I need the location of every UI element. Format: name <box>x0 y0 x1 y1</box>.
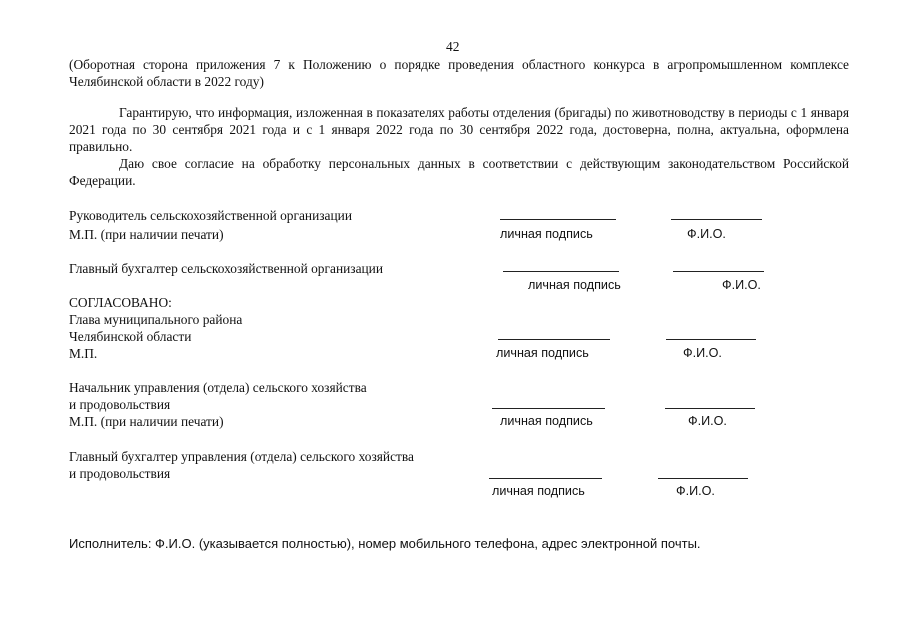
approved-signature-line <box>498 339 610 340</box>
agri-dept-accountant-signature-label: личная подпись <box>492 484 585 498</box>
head-fio-line <box>671 219 762 220</box>
executor-note: Исполнитель: Ф.И.О. (указывается полностью), номер мобильного телефона, адрес электронной почты. <box>69 536 701 551</box>
agri-dept-accountant-title-cont: и продовольствия <box>69 466 171 481</box>
head-signature-line <box>500 219 616 220</box>
agri-dept-accountant-signature-line <box>489 478 602 479</box>
agri-dept-head-stamp-note: М.П. (при наличии печати) <box>69 414 224 429</box>
agri-dept-head-signature-line <box>492 408 605 409</box>
head-stamp-note: М.П. (при наличии печати) <box>69 227 224 242</box>
approved-heading: СОГЛАСОВАНО: <box>69 295 172 310</box>
approved-signature-label: личная подпись <box>496 346 589 360</box>
approved-title: Глава муниципального района <box>69 312 243 327</box>
agri-dept-head-title-cont: и продовольствия <box>69 397 171 412</box>
guarantee-paragraph: Гарантирую, что информация, изложенная в показателях работы отделения (бригады) по животноводству в периоды с 1 января 2021 года по 30 сентября 2021 года и с 1 января 2022 года по 30 сентября 2022 года, достоверна, полна, актуальна, оформлена правильно. <box>69 105 849 154</box>
agri-dept-accountant-fio-label: Ф.И.О. <box>676 484 715 498</box>
consent-paragraph: Даю свое согласие на обработку персональных данных в соответствии с действующим законодательством Российской Федерации. <box>69 156 849 188</box>
header-note: (Оборотная сторона приложения 7 к Положению о порядке проведения областного конкурса в агропромышленном комплексе Челябинской области в 2022 году) <box>69 57 849 89</box>
approved-fio-line <box>666 339 756 340</box>
agri-dept-head-title: Начальник управления (отдела) сельского хозяйства <box>69 380 367 395</box>
head-title: Руководитель сельскохозяйственной организации <box>69 208 352 223</box>
agri-dept-head-fio-line <box>665 408 755 409</box>
chief-accountant-fio-line <box>673 271 764 272</box>
chief-accountant-signature-label: личная подпись <box>528 278 621 292</box>
head-fio-label: Ф.И.О. <box>687 227 726 241</box>
page-number: 42 <box>446 39 460 54</box>
approved-stamp-note: М.П. <box>69 346 98 361</box>
agri-dept-accountant-fio-line <box>658 478 748 479</box>
agri-dept-accountant-title: Главный бухгалтер управления (отдела) сельского хозяйства <box>69 449 414 464</box>
approved-region: Челябинской области <box>69 329 192 344</box>
agri-dept-head-signature-label: личная подпись <box>500 414 593 428</box>
agri-dept-head-fio-label: Ф.И.О. <box>688 414 727 428</box>
head-signature-label: личная подпись <box>500 227 593 241</box>
chief-accountant-fio-label: Ф.И.О. <box>722 278 761 292</box>
approved-fio-label: Ф.И.О. <box>683 346 722 360</box>
chief-accountant-title: Главный бухгалтер сельскохозяйственной организации <box>69 261 384 276</box>
chief-accountant-signature-line <box>503 271 619 272</box>
